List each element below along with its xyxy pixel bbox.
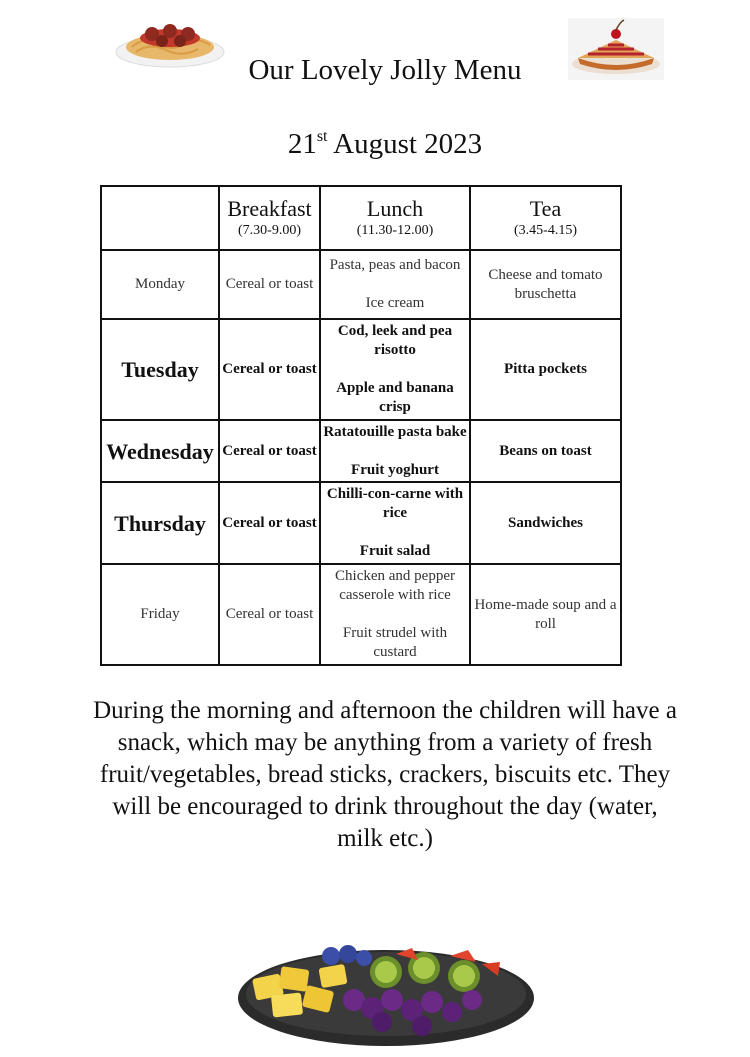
fruit-platter-icon [236, 938, 536, 1048]
breakfast-cell: Cereal or toast [219, 250, 320, 319]
header-breakfast: Breakfast (7.30-9.00) [219, 186, 320, 250]
lunch-cell: Chicken and pepper casserole with rice Fruit strudel with custard [320, 564, 470, 665]
tea-cell: Sandwiches [470, 482, 621, 564]
breakfast-cell: Cereal or toast [219, 482, 320, 564]
menu-title: Our Lovely Jolly Menu [248, 54, 522, 86]
lunch-cell: Ratatouille pasta bake Fruit yoghurt [320, 420, 470, 482]
tea-cell: Pitta pockets [470, 319, 621, 420]
lunch-cell: Cod, leek and pea risotto Apple and banana crisp [320, 319, 470, 420]
corner-cell [101, 186, 219, 250]
header-row [101, 186, 621, 250]
snack-note: During the morning and afternoon the children will have a snack, which may be anything from a variety of fresh fruit/vegetables, bread sticks, crackers, biscuits etc. They will be encouraged to drink throughout the day (water, milk etc.) [93, 697, 677, 852]
day-wednesday: Wednesday [101, 420, 219, 482]
day-friday: Friday [101, 564, 219, 665]
breakfast-cell: Cereal or toast [219, 564, 320, 665]
tea-cell: Home-made soup and a roll [470, 564, 621, 665]
header-lunch: Lunch (11.30-12.00) [320, 186, 470, 250]
breakfast-cell: Cereal or toast [219, 420, 320, 482]
table-row [101, 564, 621, 665]
lunch-cell: Pasta, peas and bacon Ice cream [320, 250, 470, 319]
day-tuesday: Tuesday [101, 319, 219, 420]
tea-cell: Cheese and tomato bruschetta [470, 250, 621, 319]
day-thursday: Thursday [101, 482, 219, 564]
table-row [101, 319, 621, 420]
menu-date: 21st August 2023 [287, 128, 483, 160]
breakfast-cell: Cereal or toast [219, 319, 320, 420]
header-tea: Tea (3.45-4.15) [470, 186, 621, 250]
menu-table [100, 185, 622, 666]
table-row [101, 250, 621, 319]
day-monday: Monday [101, 250, 219, 319]
table-row [101, 482, 621, 564]
lunch-cell: Chilli-con-carne with rice Fruit salad [320, 482, 470, 564]
tea-cell: Beans on toast [470, 420, 621, 482]
table-row [101, 420, 621, 482]
